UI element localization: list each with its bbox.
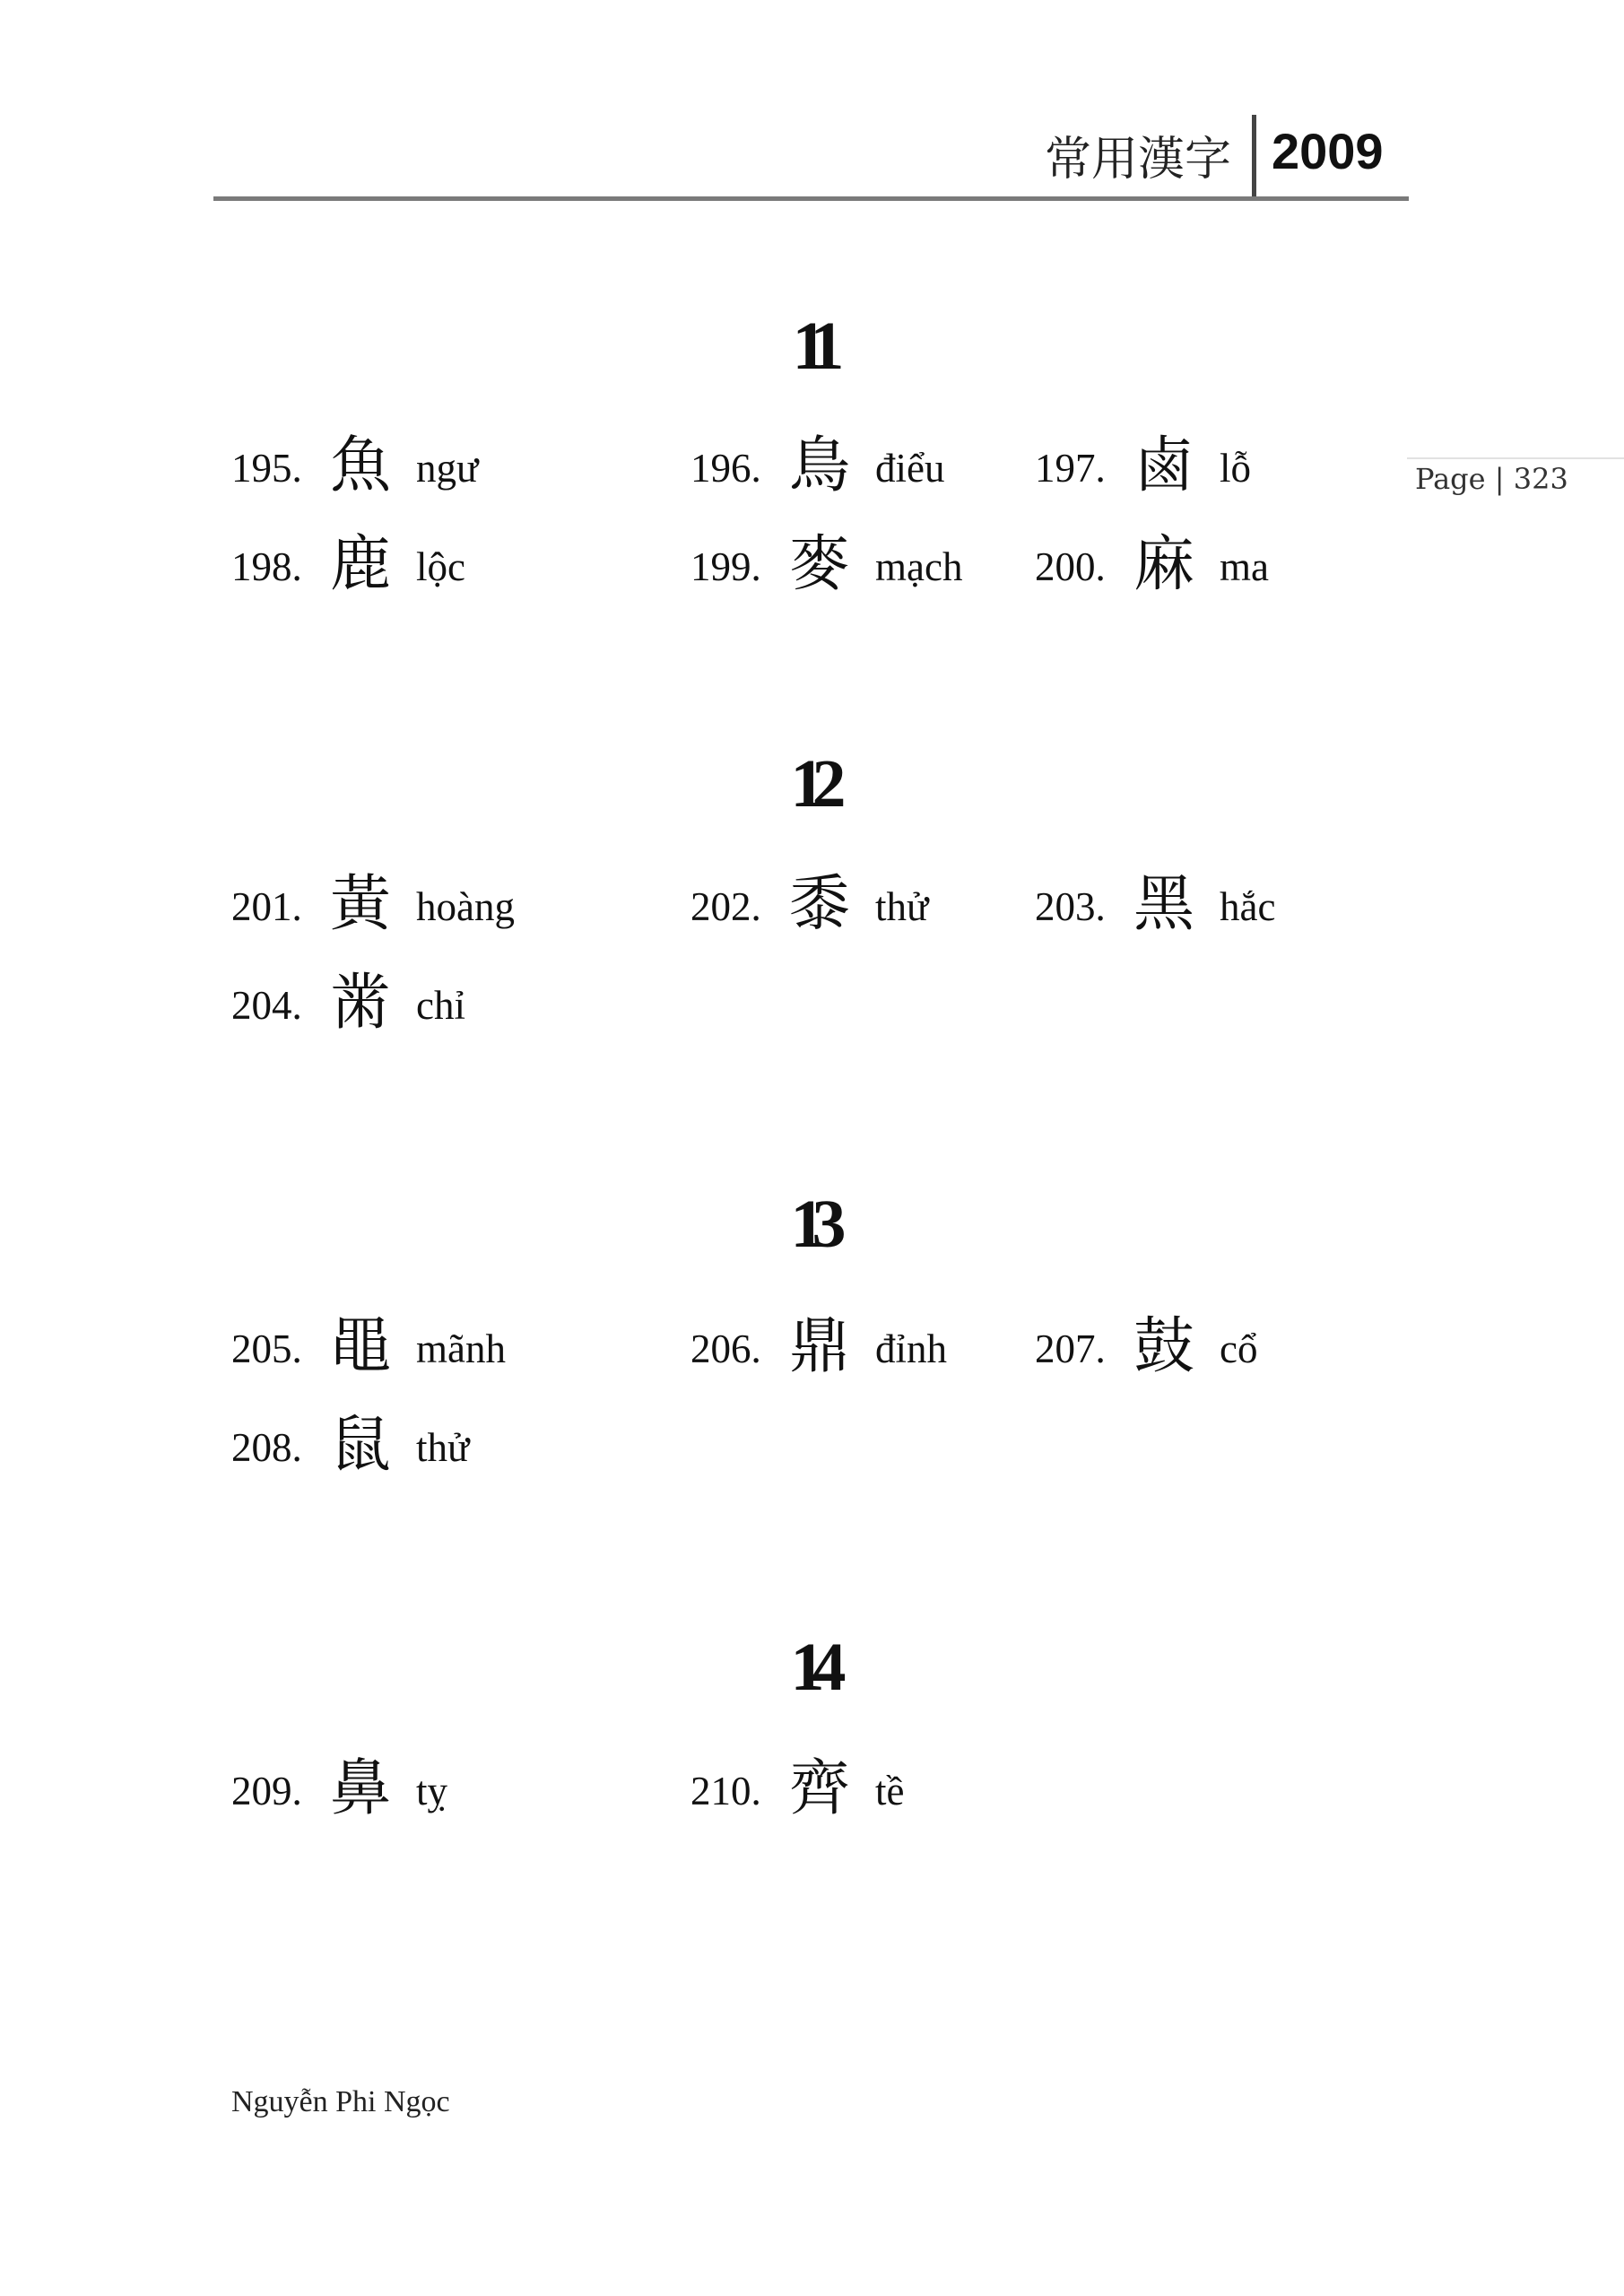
entry-character: 黹	[330, 968, 392, 1039]
entry-number: 207.	[1035, 1326, 1106, 1371]
section-heading: 12	[790, 746, 834, 822]
entry-reading: thử	[875, 884, 929, 929]
section-heading: 13	[790, 1187, 834, 1262]
entry-character: 鼠	[330, 1410, 392, 1481]
entry-reading: lỗ	[1220, 446, 1252, 491]
entry-character: 黽	[330, 1311, 392, 1382]
header-divider	[1252, 115, 1256, 200]
page-number-rule	[1407, 457, 1624, 459]
entry-number: 210.	[690, 1769, 761, 1813]
entry-character: 齊	[789, 1753, 851, 1824]
entry-number: 205.	[231, 1326, 302, 1371]
entry-number: 197.	[1035, 446, 1106, 491]
entry-character: 麻	[1133, 529, 1195, 600]
entry-character: 鹿	[330, 529, 392, 600]
entry-reading: ma	[1220, 544, 1269, 589]
entry-reading: chỉ	[416, 983, 465, 1028]
entry-number: 195.	[231, 446, 302, 491]
entry-number: 196.	[690, 446, 761, 491]
entry-number: 204.	[231, 983, 302, 1028]
footer-author: Nguyễn Phi Ngọc	[231, 2085, 450, 2118]
header-title: 常用漢字	[1044, 133, 1231, 187]
entry-number: 198.	[231, 544, 302, 589]
entry-reading: tề	[875, 1769, 905, 1813]
entry-reading: lộc	[416, 544, 465, 589]
entry-character: 鼻	[330, 1753, 392, 1824]
entry-number: 201.	[231, 884, 302, 929]
header-rule	[213, 196, 1409, 201]
section-heading: 14	[790, 1630, 834, 1705]
entry-character: 鹵	[1133, 430, 1195, 501]
section-heading: 11	[792, 309, 832, 384]
entry-number: 208.	[231, 1425, 302, 1470]
entry-number: 203.	[1035, 884, 1106, 929]
entry-reading: đỉnh	[875, 1326, 948, 1371]
entry-character: 魚	[330, 430, 392, 501]
entry-character: 黑	[1133, 869, 1195, 940]
entry-character: 鼎	[789, 1311, 851, 1382]
entry-reading: mãnh	[416, 1326, 506, 1371]
entry-number: 209.	[231, 1769, 302, 1813]
entry-reading: ngư	[416, 446, 479, 491]
entry-number: 202.	[690, 884, 761, 929]
entry-reading: hoàng	[416, 884, 515, 929]
header-year: 2009	[1272, 123, 1384, 179]
entry-character: 黍	[789, 869, 851, 940]
entry-reading: mạch	[875, 544, 963, 589]
entry-number: 206.	[690, 1326, 761, 1371]
entry-reading: cổ	[1220, 1326, 1258, 1371]
entry-character: 鼓	[1133, 1311, 1195, 1382]
page-number: Page | 323	[1415, 462, 1568, 496]
entry-reading: điểu	[875, 446, 945, 491]
entry-character: 鳥	[789, 430, 851, 501]
entry-number: 200.	[1035, 544, 1106, 589]
entry-reading: tỵ	[416, 1769, 448, 1813]
entry-character: 黃	[330, 869, 392, 940]
entry-reading: thử	[416, 1425, 470, 1470]
entry-number: 199.	[690, 544, 761, 589]
entry-character: 麥	[789, 529, 851, 600]
entry-reading: hắc	[1220, 884, 1276, 929]
